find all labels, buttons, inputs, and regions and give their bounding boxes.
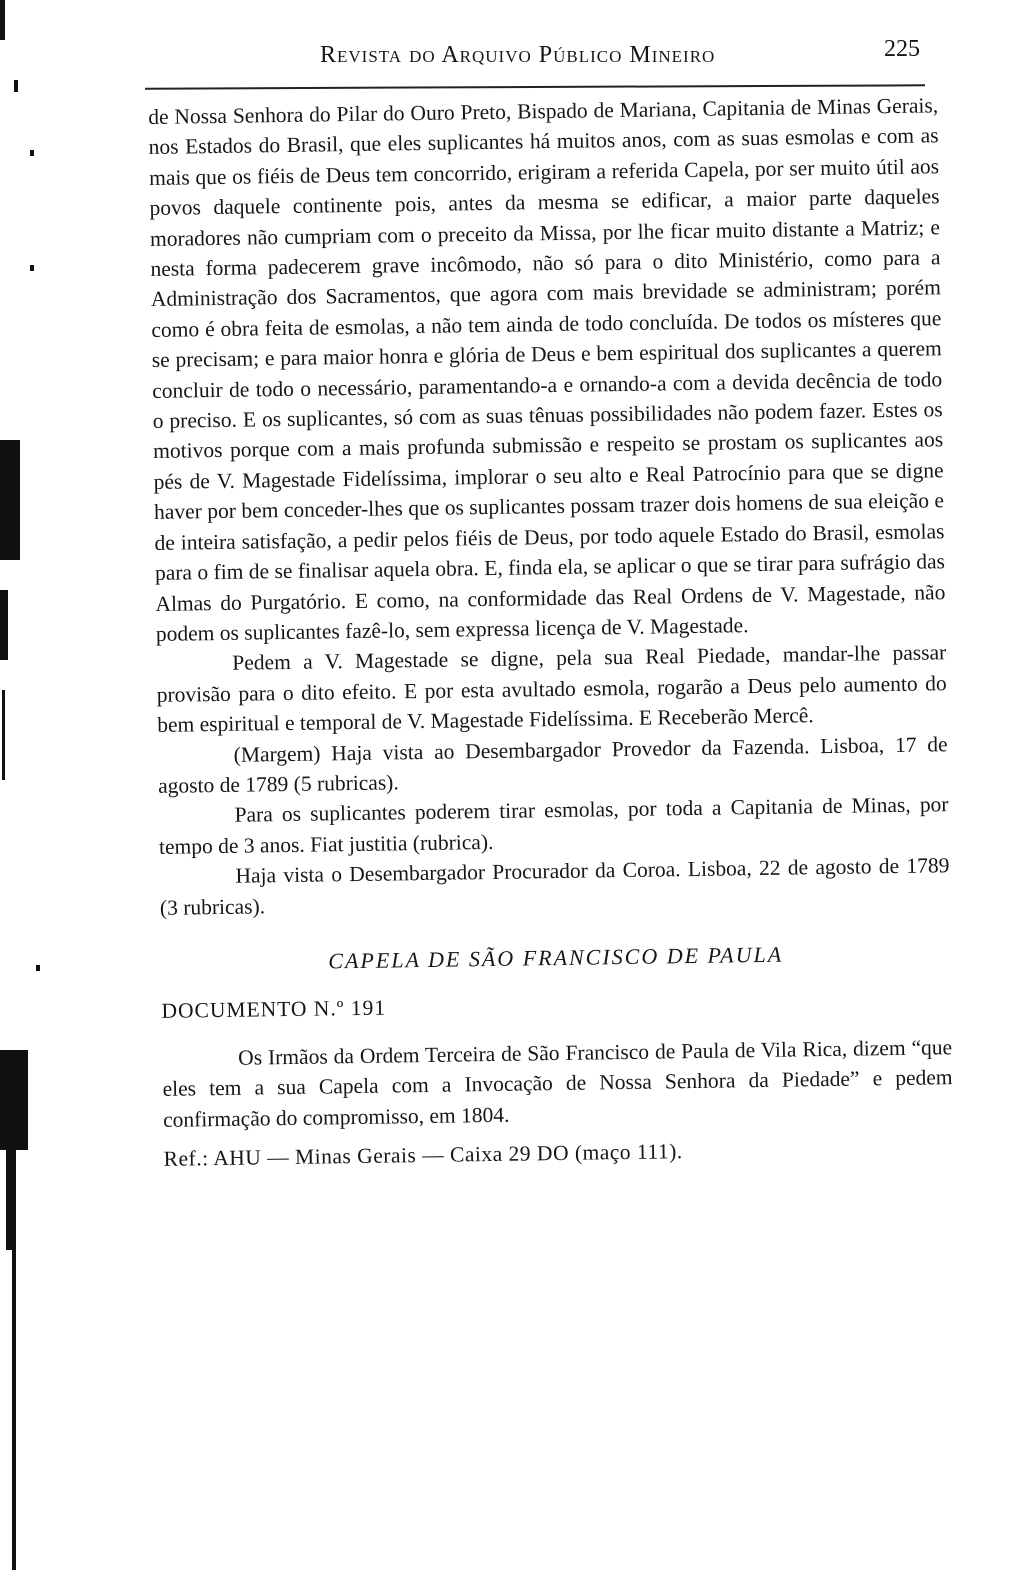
reference-line: Ref.: AHU — Minas Gerais — Caixa 29 DO (maço 111). [163,1139,683,1172]
edge-mark [36,965,40,971]
running-title: Revista do Arquivo Público Mineiro [320,42,716,68]
body-paragraph: Pedem a V. Magestade se digne, pela sua Real Piedade, mandar-lhe passar provisão para o dito efeito. E por esta avultado esmola, rogarão a Deus pelo aumento do bem espiritual e temporal de V. Magestade Fidelíssima. E Receberão Mercê. [156,640,947,738]
page-body [148,90,954,1172]
edge-mark [12,1250,16,1570]
document-label: DOCUMENTO N.º 191 [161,995,387,1023]
body-paragraph: de Nossa Senhora do Pilar do Ouro Preto, Bispado de Mariana, Capitania de Minas Gerais, nos Estados do Brasil, que eles suplicantes há muitos anos, com as suas esmolas e com as mais que os fiéis de Deus tem concorrido, erigiram a referida Capela, por ser muito útil aos povos daquele continente pois, antes da mesma se edificar, a maior parte daqueles moradores não cumpriam com o preceito da Missa, por lhe ficar muito distante a Matriz; e nesta forma padecerem grave incômodo, não só para o dito Ministério, como para a Administração dos Sacramentos, que agora com mais brevidade se administram; porém como é obra feita de esmolas, a não tem ainda de todo concluída. De todos os místeres que se precisam; e para maior honra e glória de Deus e bem espiritual dos suplicantes a querem concluir de todo o necessário, paramentando-a e ornando-a com a devida decência de todo o preciso. E os suplicantes, só com as suas tênuas possibilidades não podem fazer. Estes os motivos porque com a mais profunda submissão e respeito se prostam os suplicantes aos pés de V. Magestade Fidelíssima, implorar o seu alto e Real Patrocínio para que se digne haver por bem conceder-lhes que os suplicantes possam trazer dois homens de sua eleição e de inteira satisfação, a pedir pelos fiéis de Deus, por todo aquele Estado do Brasil, esmolas para o fim de se finalisar aquela obra. E, finda ela, se aplicar o que se tirar para sufrágio das Almas do Purgatório. E como, na conformidade das Real Ordens de V. Magestade, não podem os suplicantes fazê-lo, sem expressa licença de V. Magestade. [148,93,946,646]
body-paragraph: Haja vista o Desembargador Procurador da Coroa. Lisboa, 22 de agosto de 1789 (3 rubricas). [159,853,950,920]
edge-mark [30,150,34,156]
section-title: CAPELA DE SÃO FRANCISCO DE PAULA [328,941,784,974]
edge-mark [0,440,20,560]
page-number: 225 [884,36,920,62]
edge-mark [0,1050,28,1150]
edge-mark [0,590,8,660]
edge-mark [14,80,18,92]
body-paragraph: (Margem) Haja vista ao Desembargador Provedor da Fazenda. Lisboa, 17 de agosto de 1789 (5 rubricas). [157,731,948,798]
edge-mark [2,690,5,780]
edge-mark [6,1150,16,1250]
document-paragraph: Os Irmãos da Ordem Terceira de São Francisco de Paula de Vila Rica, dizem “que eles tem a sua Capela com a Invocação de Nossa Senhora da Piedade” e pedem confirmação do compromisso, em 1804. [162,1035,953,1132]
page-header [140,36,940,86]
body-paragraph: Para os suplicantes poderem tirar esmolas, por toda a Capitania de Minas, por tempo de 3 anos. Fiat justitia (rubrica). [158,792,949,859]
edge-mark [30,265,34,271]
binding-edge-marks [0,0,40,1595]
edge-mark [0,0,5,40]
